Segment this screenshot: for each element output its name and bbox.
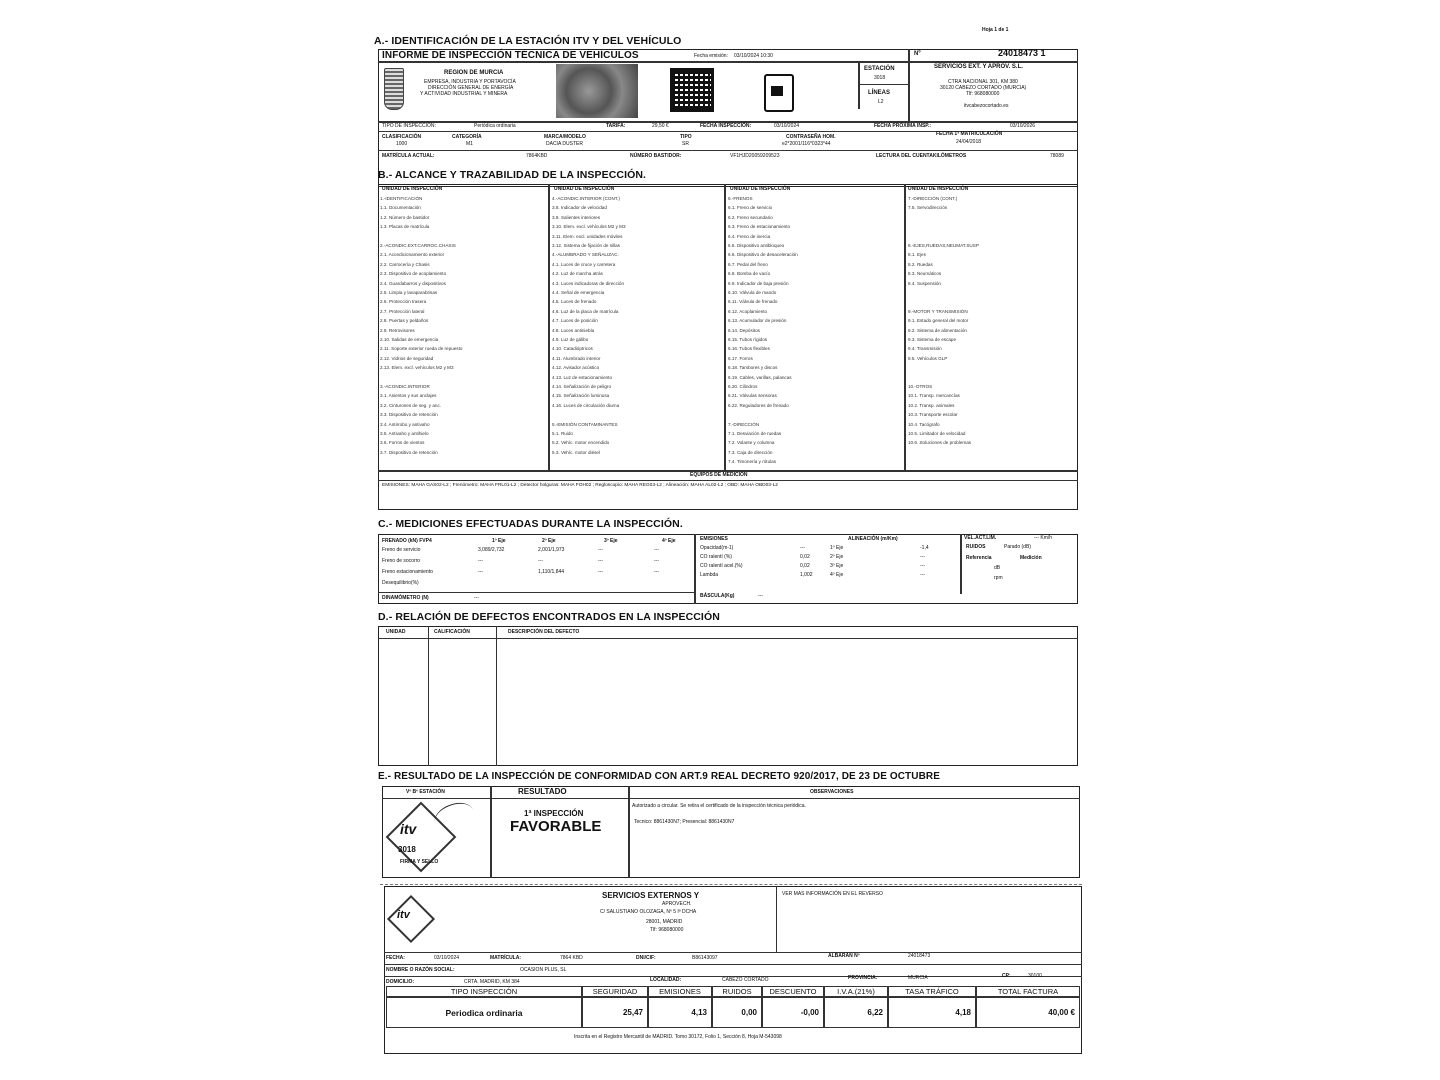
brake-row-value: --- <box>538 558 543 564</box>
observation-1: Autorizado a circular. Se retira el certificado de la inspección técnica periódica. <box>632 803 806 809</box>
inspection-unit-item: 2.1. Acondicionamiento exterior <box>380 252 445 258</box>
inspection-type: Periódica ordinaria <box>474 123 516 129</box>
inspection-unit-item: 9.4. Transmisión <box>908 346 942 352</box>
invoice-value-cell: -0,00 <box>762 996 824 1028</box>
invoice-name: OCASION PLUS, SL <box>520 967 567 973</box>
inspection-unit-item: 5.3. Vehíc. motor diésel <box>552 449 601 455</box>
invoice-value-cell: 25,47 <box>582 996 648 1028</box>
inspection-unit-item: 2.8. Puertas y peldaños <box>380 318 429 324</box>
invoice-header-cell: TOTAL FACTURA <box>976 986 1080 998</box>
brake-row-value: --- <box>654 547 659 553</box>
invoice-dnicif-label: DNI/CIF: <box>636 955 656 961</box>
inspection-unit-item: 6.5. Dispositivo antibloqueo <box>728 243 785 248</box>
invoice-locality-label: LOCALIDAD: <box>650 977 682 983</box>
inspection-unit-item: 3.1. Asientos y sus anclajes <box>380 393 437 399</box>
emission-value: 0,02 <box>800 563 810 569</box>
inspection-unit-item: 10.4. Tacógrafo <box>908 421 940 427</box>
next-date: 03/10/2026 <box>1010 123 1036 129</box>
section-c-title: C.- MEDICIONES EFECTUADAS DURANTE LA INSPECCIÓN. <box>378 518 683 530</box>
col3-header: UNIDAD DE INSPECCIÓN <box>730 186 791 192</box>
equipment-title: EQUIPOS DE MEDICIÓN <box>690 472 748 478</box>
inspection-unit-item: 3.-ACONDIC.INTERIOR <box>380 384 430 389</box>
station-label: ESTACIÓN <box>864 66 895 72</box>
category: M1 <box>466 141 473 147</box>
inspection-unit-item: 7.3. Caja de dirección <box>728 449 773 455</box>
type: SR <box>682 141 689 147</box>
invoice-registry: Inscrita en el Registro Mercantil de MADRID. Tomo 30172, Folio 1, Sección 8, Hoja M-543098 <box>574 1034 782 1040</box>
inspection-report-sheet <box>374 24 1086 1064</box>
inspection-unit-item: 6.11. Válvula de frenado <box>728 299 778 305</box>
inspection-unit-item: 4.9. Luz de gálibo <box>552 337 589 342</box>
inspection-unit-item: 2.12. Vidrios de seguridad <box>380 355 434 361</box>
noise-label: RUIDOS <box>966 544 986 550</box>
inspection-unit-item: 9.3. Sistema de escape <box>908 337 957 342</box>
tear-line <box>380 884 1082 885</box>
region-line-1: EMPRESA, INDUSTRIA Y PORTAVOCÍA <box>424 79 516 85</box>
first-registration-label: FECHA 1ª MATRICULACIÓN <box>936 131 1003 137</box>
emission-value: --- <box>800 545 805 551</box>
region-name: REGION DE MURCIA <box>444 70 504 76</box>
invoice-albaran-label: ALBARÁN Nº <box>828 953 860 959</box>
brake-row-value: --- <box>654 558 659 564</box>
noise-value: Parado (dB) <box>1004 544 1031 550</box>
inspection-unit-item <box>728 412 902 420</box>
inspection-unit-item: 9.1. Estado general del motor <box>908 318 969 324</box>
inspection-unit-item: 8.-EJES,RUEDAS,NEUMAT.SUSP <box>908 243 979 248</box>
inspection-unit-item: 5.1. Ruido <box>552 431 573 436</box>
invoice-reverse-note: VER MAS INFORMACIÓN EN EL REVERSO <box>782 891 883 897</box>
inspection-unit-item: 1.-IDENTIFICACIÓN <box>380 196 423 201</box>
inspection-unit-item <box>908 215 1074 223</box>
tariff-label: TARIFA: <box>606 123 626 129</box>
inspection-unit-item: 4.11. Alumbrado interior <box>552 355 601 361</box>
brake-row-value: --- <box>478 558 483 564</box>
brake-row-value: --- <box>478 569 483 575</box>
invoice-locality: CABEZO CORTADO <box>722 977 769 983</box>
col-qualification: CALIFICACIÓN <box>434 629 470 635</box>
inspection-unit-item: 6.17. Forros <box>728 355 753 361</box>
qr-code <box>670 68 714 112</box>
tariff: 29,50 € <box>652 123 669 129</box>
inspection-unit-item: 6.12. Acoplamiento <box>728 308 768 314</box>
invoice-dnicif: B86143097 <box>692 955 718 961</box>
inspection-unit-item: 6.16. Tubos flexibles <box>728 346 770 352</box>
invoice-value-cell: 4,18 <box>888 996 976 1028</box>
invoice-value-cell: 40,00 € <box>976 996 1080 1028</box>
alignment-axle: 2º Eje <box>830 554 844 560</box>
inspection-unit-item: 6.18. Tambores y discos <box>728 365 778 371</box>
inspection-unit-item: 6.7. Pedal del freno <box>728 261 768 267</box>
section-e-box <box>382 786 1080 878</box>
invoice-header-cell: DESCUENTO <box>762 986 824 998</box>
invoice-value-cell: 4,13 <box>648 996 712 1028</box>
inspection-unit-item: 2.10. Salidas de emergencia <box>380 337 439 342</box>
inspection-unit-item: 8.4. Suspensión <box>908 280 941 286</box>
alignment-axle: 1º Eje <box>830 545 844 551</box>
company-line-2: Tlf: 968080000 <box>966 91 1000 97</box>
company-line-0: CTRA NACIONAL 301, KM 380 <box>948 79 1018 85</box>
section-b-col1 <box>380 196 546 466</box>
inspection-unit-item: 4.-ACONDIC.INTERIOR (CONT.) <box>552 196 620 201</box>
inspection-unit-item: 6.10. Válvula de mando <box>728 290 777 295</box>
noise-unit: dB <box>994 565 1001 571</box>
result-value: FAVORABLE <box>510 818 602 835</box>
inspection-unit-item <box>908 290 1074 298</box>
inspection-date-label: FECHA INSPECCIÓN: <box>700 123 752 129</box>
inspection-unit-item <box>908 375 1074 383</box>
inspection-unit-item <box>908 224 1074 232</box>
col1-header: UNIDAD DE INSPECCIÓN <box>382 186 443 192</box>
inspection-unit-item: 3.6. Forros de vientos <box>380 440 425 446</box>
invoice-company-line-2: 28001, MADRID <box>646 919 683 925</box>
inspection-unit-item: 4.7. Luces de posición <box>552 318 598 324</box>
invoice-plate: 7864 KBD <box>560 955 583 961</box>
inspection-unit-item: 2.5. Limpia y lavaparabrisas <box>380 290 438 295</box>
brand-model: DACIA DUSTER <box>546 141 583 147</box>
company-name: SERVICIOS EXT. Y APROV. S.L. <box>934 64 1023 70</box>
inspection-unit-item: 3.9. Salientes interiores <box>552 214 601 220</box>
alignment-header: ALINEACIÓN (m/Km) <box>848 536 898 542</box>
inspection-unit-item: 4.14. Señalización de peligro <box>552 384 611 389</box>
brake-row-label: Freno de socorro <box>382 558 421 564</box>
inspection-unit-item: 4.12. Avisador acústico <box>552 365 600 371</box>
inspection-unit-item <box>908 299 1074 307</box>
type-label: TIPO <box>680 134 692 140</box>
inspection-unit-item: 6.19. Cables, varillas, palancas <box>728 374 792 380</box>
invoice-plate-label: MATRÍCULA: <box>490 955 522 961</box>
inspection-type-label: TIPO DE INSPECCIÓN: <box>382 123 436 129</box>
brake-row-label: Freno estacionamiento <box>382 569 433 575</box>
inspection-unit-item: 2.7. Protección lateral <box>380 308 425 314</box>
inspection-unit-item: 3.5. Antivaho y antihielo <box>380 431 429 436</box>
section-b-title: B.- ALCANCE Y TRAZABILIDAD DE LA INSPECCIÓN. <box>378 169 647 181</box>
inspection-unit-item: 4.8. Luces antiniebla <box>552 327 595 333</box>
brake-axle-4: 4º Eje <box>662 538 676 544</box>
emission-label: CO ralentí acel.(%) <box>700 563 743 569</box>
inspection-unit-item: 4.-ALUMBRADO Y SEÑALIZAC. <box>552 252 619 258</box>
inspection-unit-item: 7.-DIRECCIÓN <box>728 421 760 427</box>
invoice-company-line-1: C/ SALUSTIANO OLOZAGA, Nº 5 Iª DCHA <box>600 909 697 915</box>
scale-label: BÁSCULA(Kg) <box>700 593 735 599</box>
inspection-unit-item: 10.2. Transp. animales <box>908 402 955 408</box>
scale-value: --- <box>758 593 763 599</box>
result-label: RESULTADO <box>518 787 567 796</box>
brake-row-value: --- <box>598 558 603 564</box>
report-number: 24018473 1 <box>998 48 1046 58</box>
alignment-value: --- <box>920 554 925 560</box>
alignment-value: -1,4 <box>920 545 929 551</box>
invoice-company-line-0: APROVECH. <box>662 901 692 907</box>
invoice-cp-label: CP: <box>1002 973 1011 979</box>
invoice-address: CRTA. MADRID, KM 384 <box>464 979 520 985</box>
inspection-unit-item: 7.4. Timonería y rótulas <box>728 459 777 465</box>
itv-invoice-logo-text: itv <box>397 909 410 921</box>
emissions-table <box>700 546 830 586</box>
inspection-date: 03/10/2024 <box>774 123 800 129</box>
brake-row-value: 2,001/1,973 <box>538 547 565 553</box>
brake-row-value: --- <box>598 569 603 575</box>
inspection-unit-item: 2.9. Retrovisores <box>380 327 415 333</box>
inspection-unit-item: 7.2. Volante y columna <box>728 440 775 446</box>
alignment-value: --- <box>920 572 925 578</box>
inspection-unit-item: 5.-EMISIÓN CONTAMINANTES <box>552 421 618 427</box>
observation-2: Tecnico: 8861430N7; Presencial: 8861430N7 <box>634 819 735 825</box>
inspection-unit-item: 7.-DIRECCIÓN (CONT.) <box>908 196 958 201</box>
invoice-header-cell: TIPO INSPECCIÓN <box>386 986 582 998</box>
dyno-label: DINAMÓMETRO (N) <box>382 595 429 601</box>
inspection-unit-item <box>380 234 546 242</box>
inspection-unit-item: 3.7. Dispositivo de retención <box>380 449 438 455</box>
homologation: e2*2001/116*0323*44 <box>782 141 831 147</box>
inspection-unit-item: 3.8. Indicador de velocidad <box>552 205 607 211</box>
report-title: INFORME DE INSPECCIÓN TÉCNICA DE VEHÍCULOS <box>382 50 639 61</box>
inspection-unit-item: 1.2. Número de bastidor <box>380 214 430 220</box>
invoice-albaran: 24018473 <box>908 953 931 959</box>
inspection-unit-item: 4.10. Catadióptricos <box>552 346 593 352</box>
inspection-unit-item <box>908 234 1074 242</box>
inspection-unit-item: 10.1. Transp. mercancías <box>908 393 960 399</box>
stamp-number: 3018 <box>398 845 416 854</box>
inspection-unit-item: 4.1. Luces de cruce y carretera <box>552 261 616 267</box>
inspection-unit-item: 8.1. Ejes <box>908 252 926 258</box>
station-value: 3018 <box>874 75 886 81</box>
inspection-unit-item: 6.13. Acumulador de presión <box>728 318 787 324</box>
inspection-ordinal: 1ª INSPECCIÓN <box>524 809 584 818</box>
vehicle-photo <box>556 64 638 118</box>
brake-row-value: --- <box>598 547 603 553</box>
col-unit: UNIDAD <box>386 629 406 635</box>
inspection-unit-item: 1.3. Placas de matrícula <box>380 224 430 230</box>
braking-header: FRENADO (kN) FVP4 <box>382 538 432 544</box>
section-b-col2 <box>552 196 722 466</box>
invoice-table <box>386 986 1080 1030</box>
inspection-unit-item: 8.2. Ruedas <box>908 261 933 267</box>
brake-row-value: 1,110/1,844 <box>538 569 565 575</box>
section-d-box <box>378 626 1078 766</box>
speed-value: --- Km/h <box>1034 535 1053 541</box>
invoice-date: 03/10/2024 <box>434 955 460 961</box>
inspection-unit-item: 4.16. Luces de circulación diurna <box>552 402 620 408</box>
invoice-province-label: PROVINCIA: <box>848 975 878 981</box>
inspection-unit-item: 2.4. Guardabarros y dispositivos <box>380 280 446 286</box>
inspection-unit-item: 3.2. Cinturones de seg. y anc. <box>380 402 442 408</box>
invoice-value-cell: Periodica ordinaria <box>386 996 582 1028</box>
col4-header: UNIDAD DE INSPECCIÓN <box>908 186 969 192</box>
section-e-title: E.- RESULTADO DE LA INSPECCIÓN DE CONFORMIDAD CON ART.9 REAL DECRETO 920/2017, DE 23 DE OCTUBRE <box>378 771 940 782</box>
inspection-unit-item: 3.4. Antirrobo y antivaho <box>380 421 430 427</box>
inspection-unit-item: 6.1. Freno de servicio <box>728 205 773 211</box>
inspection-unit-item: 6.4. Freno de inercia <box>728 233 771 239</box>
invoice-company-line-3: Tlf: 968080000 <box>650 927 684 933</box>
inspection-unit-item: 9.2. Sistema de alimentación <box>908 327 967 333</box>
invoice-province: MURCIA <box>908 975 928 981</box>
page-label: Hoja 1 de 1 <box>982 27 1009 33</box>
inspection-unit-item: 6.3. Freno de estacionamiento <box>728 224 791 230</box>
noise-meas: Medición <box>1020 555 1042 561</box>
inspection-unit-item: 10.6. Soluciones de problemas <box>908 440 972 446</box>
inspection-unit-item: 6.6. Dispositivo de desaceleración <box>728 252 798 258</box>
chassis: VF1HJD20059209523 <box>730 153 780 159</box>
brake-row-value: 3,089/2,732 <box>478 547 505 553</box>
plate-label: MATRÍCULA ACTUAL: <box>382 153 435 159</box>
equipment-line: EMISIONES: MAHA GAS02-L2 ; Frenómetro: MAHA FRL01-L2 ; Detector holguras: MAHA FOH02 ; Regloscopio: MAHA REG03-L2 ; Alineación: MAHA AL02-L2 ; OBD: MAHA OBD03-L2 <box>382 483 778 488</box>
inspection-unit-item: 6.22. Reguladores de frenado <box>728 402 789 408</box>
inspection-unit-item: 4.2. Luz de marcha atrás <box>552 271 603 277</box>
inspection-unit-item: 2.-ACONDIC.EXT.CARROC.CHASIS <box>380 243 456 248</box>
invoice-cp: 30100 <box>1028 973 1042 979</box>
section-b-col3 <box>728 196 902 466</box>
inspection-unit-item: 2.6. Protección trasera <box>380 299 427 305</box>
inspection-unit-item: 3.10. Elem. excl. vehículos M2 y M3 <box>552 224 626 230</box>
inspection-unit-item <box>380 375 546 383</box>
company-line-3: itvcabezocortado.es <box>964 103 1009 109</box>
inspection-unit-item: 3.12. Sistema de fijación de sillas <box>552 243 620 248</box>
emission-value: 0,02 <box>800 554 810 560</box>
inspection-unit-item <box>908 365 1074 373</box>
brake-row-label: Desequilibrio(%) <box>382 580 419 586</box>
number-label: Nº <box>914 51 921 57</box>
inspection-unit-item: 3.11. Elem. excl. unidades móviles <box>552 233 623 239</box>
station-vb-label: Vº Bº ESTACIÓN <box>406 789 445 795</box>
inspection-unit-item: 4.4. Señal de emergencia <box>552 290 605 295</box>
invoice-address-label: DOMICILIO: <box>386 979 415 985</box>
invoice-header-cell: I.V.A.(21%) <box>824 986 888 998</box>
issue-date-label: Fecha emisión: <box>694 53 728 59</box>
inspection-unit-item: 6.15. Tubos rígidos <box>728 337 768 342</box>
inspection-unit-item: 10.3. Transporte escolar <box>908 412 958 418</box>
section-d-title: D.- RELACIÓN DE DEFECTOS ENCONTRADOS EN LA INSPECCIÓN <box>378 611 720 623</box>
inspection-unit-item: 6.9. Indicador de baja presión <box>728 280 789 286</box>
alignment-axle: 3º Eje <box>830 563 844 569</box>
next-date-label: FECHA PRÓXIMA INSP.: <box>874 123 932 129</box>
inspection-unit-item: 6.20. Cilindros <box>728 384 758 389</box>
brake-row-value: --- <box>654 569 659 575</box>
invoice-header-cell: SEGURIDAD <box>582 986 648 998</box>
inspection-unit-item: 10.-OTROS <box>908 384 933 389</box>
inspection-unit-item: 2.2. Carrocería y Chasis <box>380 261 430 267</box>
invoice-value-cell: 0,00 <box>712 996 762 1028</box>
inspection-unit-item: 6.-FRENOS <box>728 196 753 201</box>
inspection-unit-item: 4.13. Luz de estacionamiento <box>552 374 613 380</box>
company-line-1: 30120 CABEZO CORTADO (MURCIA) <box>940 85 1027 91</box>
line-value: L2 <box>878 99 884 105</box>
inspection-unit-item: 10.5. Limitador de velocidad <box>908 431 966 436</box>
speed-header: VEL.ACT.LIM. <box>964 535 997 541</box>
invoice-company: SERVICIOS EXTERNOS Y <box>602 891 700 900</box>
invoice-name-label: NOMBRE O RAZÓN SOCIAL: <box>386 967 455 973</box>
signature-label: FIRMA Y SELLO <box>400 859 439 865</box>
invoice-date-label: FECHA: <box>386 955 405 961</box>
region-line-2: DIRECCIÓN GENERAL DE ENERGÍA <box>428 85 514 91</box>
brake-axle-3: 3º Eje <box>604 538 618 544</box>
classification: 1000 <box>396 141 408 147</box>
inspection-unit-item: 6.2. Freno secundario <box>728 214 773 220</box>
region-coat-of-arms-icon <box>384 68 404 110</box>
classification-label: CLASIFICACIÓN <box>382 134 422 140</box>
alignment-value: --- <box>920 563 925 569</box>
line-label: LÍNEAS <box>868 90 891 96</box>
inspection-unit-item: 2.11. Soporte exterior rueda de repuesto <box>380 346 463 352</box>
inspection-unit-item: 6.21. Válvulas sensoras <box>728 393 777 399</box>
col2-header: UNIDAD DE INSPECCIÓN <box>554 186 615 192</box>
rpm-unit: rpm <box>994 575 1003 581</box>
inspection-unit-item: 4.6. Luz de la placa de matrícula <box>552 308 619 314</box>
inspection-unit-item: 4.15. Señalización luminosa <box>552 393 610 399</box>
emission-label: CO ralentí (%) <box>700 554 732 560</box>
brake-axle-1: 1º Eje <box>492 538 506 544</box>
inspection-unit-item: 4.3. Luces indicadoras de dirección <box>552 280 625 286</box>
itv-stamp-text: itv <box>400 821 417 837</box>
emission-label: Lambda <box>700 572 719 578</box>
section-b-col4 <box>908 196 1074 466</box>
first-registration: 24/04/2018 <box>956 139 982 145</box>
section-a-title: A.- IDENTIFICACIÓN DE LA ESTACIÓN ITV Y DEL VEHÍCULO <box>374 35 682 47</box>
brake-axle-2: 2º Eje <box>542 538 556 544</box>
odometer: 78089 <box>1050 153 1064 159</box>
environmental-label-icon <box>764 74 794 112</box>
inspection-unit-item: 7.1. Desviación de ruedas <box>728 431 782 436</box>
emission-value: 1,002 <box>800 572 813 578</box>
brand-model-label: MARCA/MODELO <box>544 134 586 140</box>
inspection-unit-item: 3.3. Dispositivo de retención <box>380 412 438 418</box>
inspection-unit-item: 8.3. Neumáticos <box>908 271 942 277</box>
brake-table <box>382 548 692 592</box>
inspection-unit-item: 9.5. Vehículos GLP <box>908 355 948 361</box>
region-line-3: Y ACTIVIDAD INDUSTRIAL Y MINERA <box>420 91 508 97</box>
col-description: DESCRIPCIÓN DEL DEFECTO <box>508 629 580 635</box>
inspection-unit-item: 1.1. Documentación <box>380 205 421 211</box>
homologation-label: CONTRASEÑA HOM. <box>786 134 836 140</box>
alignment-axle: 4º Eje <box>830 572 844 578</box>
chassis-label: NÚMERO BASTIDOR: <box>630 153 682 159</box>
odometer-label: LECTURA DEL CUENTAKILÓMETROS <box>876 153 967 159</box>
category-label: CATEGORÍA <box>452 134 482 140</box>
inspection-unit-item: 2.13. Elem. excl. vehículos M2 y M3 <box>380 365 454 371</box>
inspection-unit-item: 5.2. Vehíc. motor encendido <box>552 440 610 446</box>
dyno-value: --- <box>474 595 479 601</box>
brake-row-label: Freno de servicio <box>382 547 421 553</box>
inspection-unit-item: 9.-MOTOR Y TRANSMISIÓN <box>908 308 968 314</box>
inspection-unit-item <box>552 412 722 420</box>
alignment-table <box>830 546 956 586</box>
inspection-unit-item: 6.14. Depósitos <box>728 327 760 333</box>
noise-ref: Referencia <box>966 555 992 561</box>
invoice-header-cell: RUIDOS <box>712 986 762 998</box>
emission-label: Opacidad(m-1) <box>700 545 734 551</box>
emissions-header: EMISIONES <box>700 536 728 542</box>
invoice-value-cell: 6,22 <box>824 996 888 1028</box>
inspection-unit-item: 2.3. Dispositivo de acoplamiento <box>380 271 447 277</box>
inspection-unit-item: 7.5. Servodirección <box>908 205 948 211</box>
inspection-unit-item: 6.8. Bomba de vacío <box>728 271 771 277</box>
observations-label: OBSERVACIONES <box>810 789 854 795</box>
invoice-header-cell: TASA TRÁFICO <box>888 986 976 998</box>
plate: 7864KBD <box>526 153 548 159</box>
invoice-header-cell: EMISIONES <box>648 986 712 998</box>
issue-date: 03/10/2024 10:30 <box>734 53 773 59</box>
inspection-unit-item: 4.5. Luces de frenado <box>552 299 597 305</box>
